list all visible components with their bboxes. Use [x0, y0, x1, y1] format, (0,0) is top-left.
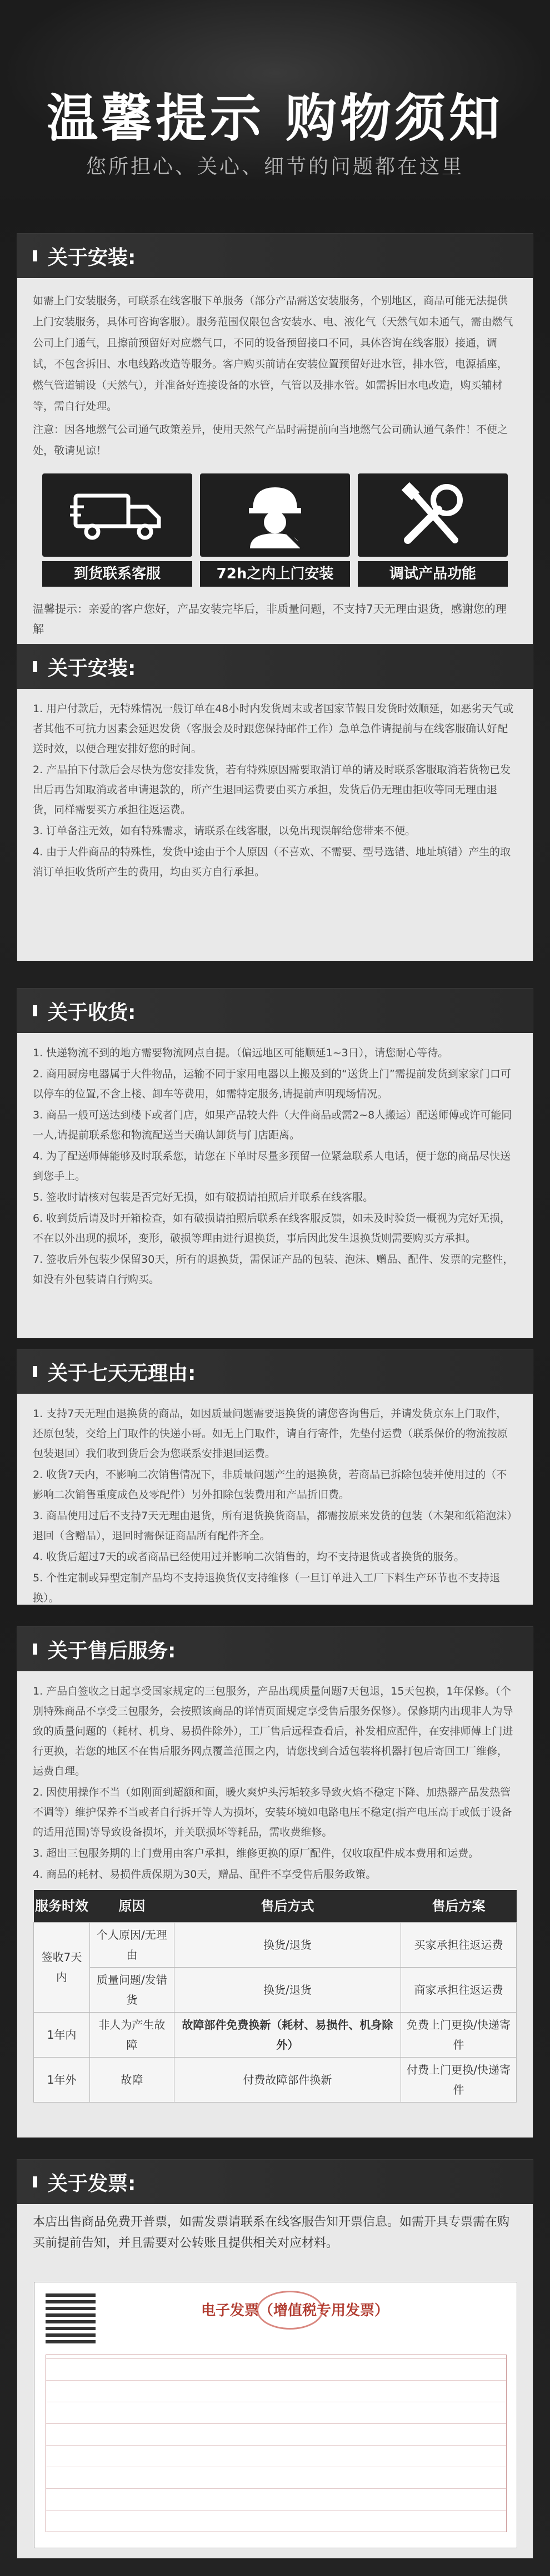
table-row [34, 2012, 517, 2057]
receive-item: 7. 签收后外包装少保留30天，所有的退换货，需保证产品的包装、泡沫、赠品、配件、发票的完整性，如没有外包装请自行购买。 [33, 1253, 514, 1286]
table-cell: 商家承担往返运费 [401, 1967, 517, 2012]
table-cell: 故障 [89, 2057, 174, 2102]
step-label-delivery: 到货联系客服 [42, 561, 192, 587]
receive-heading: 关于收货: [17, 989, 533, 1033]
table-cell: 买家承担往返运费 [401, 1922, 517, 1967]
table-header: 服务时效 [34, 1890, 90, 1922]
table-header: 售后方式 [174, 1890, 401, 1922]
seven-day-item: 4. 收货后超过7天的或者商品已经使用过并影响二次销售的，均不支持退货或者换货的服务。 [33, 1551, 465, 1563]
receive-item: 2. 商用厨房电器属于大件物品，运输不同于家用电器以上搬及到的“送货上门”需提前发货到家家门口可以停车的位置,不含上楼、卸车等费用，如需特定服务,请提前声明现场情况。 [33, 1068, 511, 1100]
install-steps [33, 462, 517, 592]
truck-icon [70, 487, 164, 543]
after-sale-item: 1. 产品自签收之日起享受国家规定的三包服务，产品出现质量问题7天包退，15天包换，1年保修。（个别特殊商品不享受三包服务，会按照该商品的详情页面规定享受售后服务保修）。保修期内出现非人为导致的质量问题的（耗材、机身、易损件除外），工厂售后远程查看后，补发相应配件，在安排师傅上门进行更换，若您的地区不在售后服务网点覆盖范围之内，请您找到合适包装将机器打包后寄回工厂维修，运费自理。 [33, 1685, 513, 1777]
step-label-debug: 调试产品功能 [358, 561, 508, 587]
invoice-stamp [257, 2291, 323, 2330]
receive-section [17, 988, 533, 1338]
table-cell: 1年外 [34, 2057, 90, 2102]
receive-item: 4. 为了配送师傅能够及时联系您，请您在下单时尽量多预留一位紧急联系人电话，便于您的商品尽快送到您手上。 [33, 1150, 511, 1182]
table-cell: 换货/退货 [174, 1922, 401, 1967]
after-sale-item: 2. 因使用操作不当（如刚面到超额和面，暖火爽炉头污垢较多导致火焰不稳定下降、加热器产品发热管不调等）维护保养不当或者自行拆开等人为损坏，安装环境如电路电压不稳定(指产电压高于或低于设备的适用范围)等导致设备损坏，并关联损坏等耗品，需收费维修。 [33, 1786, 512, 1838]
hero-banner [0, 0, 550, 183]
seven-day-heading: 关于七天无理由: [17, 1349, 533, 1394]
shipping-heading: 关于安装: [17, 644, 533, 689]
step-card-debug [358, 473, 508, 587]
tools-icon [397, 479, 469, 551]
seven-day-item: 3. 商品使用过后不支持7天无理由退货，所有退货换货商品，都需按原来发货的包装（木架和纸箱泡沫）退回（含赠品），退回时需保证商品所有配件齐全。 [33, 1510, 512, 1542]
after-sale-item: 4. 商品的耗材、易损件质保期为30天，赠品、配件不享受售后服务政策。 [33, 1868, 377, 1881]
install-paragraph: 如需上门安装服务，可联系在线客服下单服务（部分产品需送安装服务，个别地区，商品可能无法提供上门安装服务，具体可咨询客服）。服务范围仅限包含安装水、电、液化气（天然气如未通气，需由燃气公司上门通气，且擦前预留好对应燃气口，不同的设备预留接口不同，具体咨询在线客服）接通，调试，不包含拆旧、水电线路改造等服务。客户购买前请在安装位置预留好进水管，排水管，电源插座，燃气管道铺设（天然气），并准备好连接设备的水管，气管以及排水管。如需拆旧水电改造，购买辅材等，需自行处理。 [33, 295, 513, 412]
table-header: 原因 [89, 1890, 174, 1922]
invoice-section [17, 2159, 533, 2559]
after-sale-item: 3. 超出三包服务期的上门费用由客户承担，维修更换的原厂配件，仅收取配件成本费用和运费。 [33, 1847, 479, 1859]
receive-item: 6. 收到货后请及时开箱检查，如有破损请拍照后联系在线客服反馈，如未及时验货一概视为完好无损，不在以外出现的损坏，变形，破损等理由进行退换货，事后因此发生退换货则需要购买方承担。 [33, 1212, 511, 1244]
step-card-delivery [42, 473, 192, 587]
receive-item: 3. 商品一般可送达到楼下或者门店，如果产品较大件（大件商品或需2~8人搬运）配送师傅或许可能同一人,请提前联系您和物流配送当天确认卸货与门店距离。 [33, 1109, 512, 1141]
shipping-section [17, 644, 533, 960]
invoice-heading: 关于发票: [17, 2160, 533, 2204]
step-label-install: 72h之内上门安装 [200, 561, 350, 587]
invoice-grid [46, 2355, 507, 2532]
seven-day-item: 5. 个性定制或异型定制产品均不支持退换货仅支持维修（一旦订单进入工厂下料生产环节也不支持退换）。 [33, 1572, 501, 1604]
invoice-sample-image [34, 2282, 517, 2548]
table-row [34, 2057, 517, 2102]
hero-title: 温馨提示 购物须知 [46, 89, 504, 148]
shipping-item: 4. 由于大件商品的特殊性，发货中途由于个人原因（不喜欢、不需要、型号选错、地址填错）产生的取消订单拒收货所产生的费用，均由买方自行承担。 [33, 846, 511, 878]
install-note: 注意：因各地燃气公司通气政策差异，使用天然气产品时需提前向当地燃气公司确认通气条件！不便之处，敬请见谅！ [33, 424, 508, 457]
after-sale-section [17, 1626, 533, 2137]
step-card-install [200, 473, 350, 587]
table-cell: 非人为产生故障 [89, 2012, 174, 2057]
after-sale-table [33, 1890, 517, 2103]
invoice-text: 本店出售商品免费开普票，如需发票请联系在线客服告知开票信息。如需开具专票需在购买前提前告知，并且需要对公转账且提供相关对应材料。 [33, 2215, 510, 2250]
shipping-item: 1. 用户付款后，无特殊情况一般订单在48小时内发货周末或者国家节假日发货时效顺延，如恶劣天气或者其他不可抗力因素会延迟发货（客服会及时跟您保持邮件工作）急单急件请提前与在线客服确认好配送时效，以便合理安排好您的时间。 [33, 703, 514, 755]
table-cell: 付费故障部件换新 [174, 2057, 401, 2102]
seven-day-item: 2. 收货7天内，不影响二次销售情况下，非质量问题产生的退换货，若商品已拆除包装并使用过的（不影响二次销售重度成色及零配件）另外扣除包装费用和产品折旧费。 [33, 1469, 507, 1501]
table-cell: 个人原因/无理由 [89, 1922, 174, 1967]
invoice-title: 电子发票（增值税专用发票） [201, 2302, 389, 2319]
seven-day-item: 1. 支持7天无理由退换货的商品，如因质量问题需要退换货的请您咨询售后，并请发货京东上门取件，还原包装，交给上门取件的快递小哥。如无上门取件，请自行寄件，先垫付运费（联系保价的物流按原包装退回）我们收到货后会为您联系安排退回运费。 [33, 1408, 508, 1460]
table-cell: 签收7天内 [34, 1922, 90, 2012]
seven-day-section [17, 1349, 533, 1604]
after-sale-heading: 关于售后服务: [17, 1627, 533, 1671]
hero-subtitle: 您所担心、关心、细节的问题都在这里 [86, 155, 464, 178]
worker-icon [239, 479, 311, 551]
install-heading: 关于安装: [17, 234, 533, 278]
table-cell: 免费上门更换/快递寄件 [401, 2012, 517, 2057]
table-cell: 换货/退货 [174, 1967, 401, 2012]
receive-item: 5. 签收时请核对包装是否完好无损，如有破损请拍照后并联系在线客服。 [33, 1191, 374, 1203]
table-cell: 质量问题/发错货 [89, 1967, 174, 2012]
table-cell: 付费上门更换/快递寄件 [401, 2057, 517, 2102]
table-row [34, 1967, 517, 2012]
install-footer-note: 温馨提示：亲爱的客户您好，产品安装完毕后，非质量问题，不支持7天无理由退货，感谢您的理解 [33, 602, 507, 636]
table-header: 售后方案 [401, 1890, 517, 1922]
shipping-item: 2. 产品拍下付款后会尽快为您安排发货，若有特殊原因需要取消订单的请及时联系客服取消若货物已发出后再告知取消或者申请退款的，所产生退回运费要由买方承担，发货后仍无理由拒收等同无理由退货，同样需要买方承担往返运费。 [33, 764, 511, 816]
qr-code-image [46, 2293, 96, 2343]
table-row [34, 1922, 517, 1967]
shipping-item: 3. 订单备注无效，如有特殊需求，请联系在线客服，以免出现误解给您带来不便。 [33, 825, 416, 837]
table-cell: 1年内 [34, 2012, 90, 2057]
table-cell: 故障部件免费换新（耗材、易损件、机身除外） [174, 2012, 401, 2057]
receive-item: 1. 快递物流不到的地方需要物流网点自提。（偏远地区可能顺延1~3日），请您耐心等待。 [33, 1047, 449, 1059]
